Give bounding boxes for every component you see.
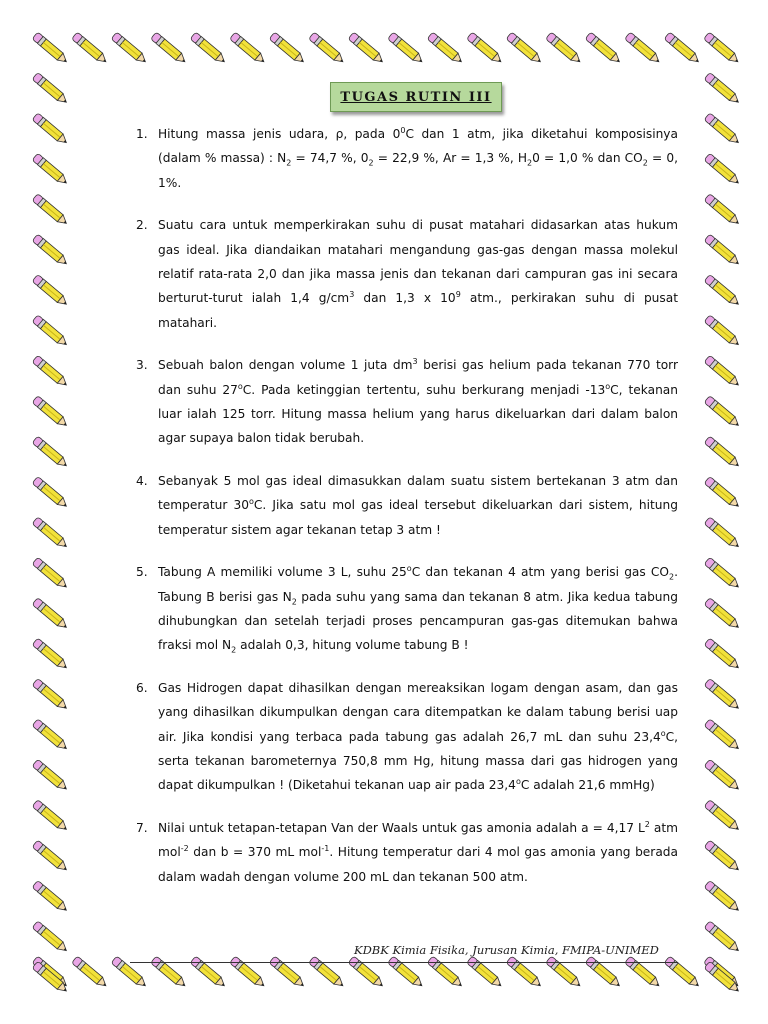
text-fragment: = 74,7 %, 0 bbox=[291, 151, 369, 166]
pencil-icon bbox=[72, 956, 109, 989]
text-fragment: dan 1,3 x 10 bbox=[354, 291, 456, 306]
pencil-icon bbox=[111, 956, 148, 989]
text-fragment: o bbox=[237, 381, 243, 391]
pencil-icon bbox=[32, 598, 69, 631]
pencil-icon bbox=[704, 880, 741, 913]
text-fragment: . Tabung B berisi gas N bbox=[158, 565, 678, 604]
pencil-icon bbox=[704, 961, 741, 994]
question-item bbox=[130, 213, 678, 335]
text-fragment: = 0, 1%. bbox=[158, 151, 678, 190]
pencil-icon bbox=[704, 113, 741, 146]
pencil-icon bbox=[269, 956, 306, 989]
text-fragment: C. Pada ketinggian tertentu, suhu berkurang menjadi -13 bbox=[242, 382, 606, 397]
page-title: TUGAS RUTIN III bbox=[340, 89, 492, 105]
pencil-icon bbox=[585, 32, 622, 65]
pencil-icon bbox=[32, 234, 69, 267]
pencil-icon bbox=[427, 32, 464, 65]
question-number: 4. bbox=[136, 473, 148, 488]
pencil-icon bbox=[32, 800, 69, 833]
pencil-icon bbox=[32, 72, 69, 105]
text-fragment: C. Jika satu mol gas ideal tersebut dikeluarkan dari sistem, hitung temperatur sistem agar tekanan tetap 3 atm ! bbox=[158, 498, 678, 537]
pencil-icon bbox=[32, 678, 69, 711]
pencil-icon bbox=[32, 194, 69, 227]
text-fragment: 0 = 1,0 % dan CO bbox=[532, 151, 643, 166]
pencil-icon bbox=[111, 32, 148, 65]
text-fragment: atm., perkirakan suhu di pusat matahari. bbox=[158, 291, 679, 330]
text-fragment: 2 bbox=[368, 158, 374, 168]
text-fragment: Suatu cara untuk memperkirakan suhu di pusat matahari didasarkan atas hukum gas ideal. Jika diandaikan matahari mengandung gas-gas dengan massa molekul relatif rata-rata 2,0 dan jika massa jenis dan tekanan dari campuran gas ini secara berturut-turut ialah 1,4 g/cm bbox=[158, 218, 678, 306]
text-fragment: Gas Hidrogen dapat dihasilkan dengan mereaksikan logam dengan asam, dan gas yang dihasilkan dikumpulkan dengan cara ditempatkan ke dalam tabung berisi uap air. Jika kondisi yang terbaca pada tabung gas adalah 26,7 mL dan suhu 23,4 bbox=[158, 680, 678, 744]
text-fragment: 2 bbox=[669, 572, 675, 582]
pencil-icon bbox=[704, 759, 741, 792]
text-fragment: 2 bbox=[286, 158, 292, 168]
question-text bbox=[158, 127, 678, 190]
text-fragment: adalah 0,3, hitung volume tabung B ! bbox=[236, 638, 469, 653]
text-fragment: Sebanyak 5 mol gas ideal dimasukkan dalam suatu sistem bertekanan 3 atm dan temperatur 30 bbox=[158, 473, 678, 513]
text-fragment: o bbox=[515, 777, 521, 787]
pencil-icon bbox=[72, 32, 109, 65]
pencil-icon bbox=[585, 956, 622, 989]
text-fragment: 2 bbox=[527, 158, 533, 168]
question-number: 3. bbox=[136, 358, 148, 373]
question-number: 1. bbox=[136, 127, 148, 141]
question-number: 2. bbox=[136, 218, 148, 233]
pencil-icon bbox=[704, 274, 741, 307]
question-item bbox=[130, 560, 678, 658]
pencil-icon bbox=[704, 355, 741, 388]
pencil-icon bbox=[704, 315, 741, 348]
question-item bbox=[130, 816, 678, 889]
question-item bbox=[130, 122, 678, 195]
pencil-icon bbox=[32, 557, 69, 590]
text-fragment: Tabung A memiliki volume 3 L, suhu 25 bbox=[158, 565, 407, 580]
pencil-icon bbox=[704, 840, 741, 873]
text-fragment: pada suhu yang sama dan tekanan 8 atm. Jika kedua tabung dihubungkan dan setelah terjadi proses pencampuran gas-gas ditemukan bahwa fraksi mol N bbox=[158, 589, 678, 653]
text-fragment: o bbox=[660, 728, 666, 738]
pencil-icon bbox=[704, 921, 741, 954]
question-number: 5. bbox=[136, 565, 148, 580]
text-fragment: C, tekanan luar ialah 125 torr. Hitung massa helium yang harus dikeluarkan dari dalam balon agar supaya balon tidak berubah. bbox=[158, 382, 678, 446]
pencil-icon bbox=[704, 800, 741, 833]
pencil-icon bbox=[546, 956, 583, 989]
question-text bbox=[158, 358, 678, 445]
pencil-icon bbox=[309, 32, 346, 65]
pencil-icon bbox=[32, 476, 69, 509]
question-number: 6. bbox=[136, 680, 148, 695]
pencil-icon bbox=[32, 355, 69, 388]
pencil-icon bbox=[704, 638, 741, 671]
text-fragment: o bbox=[249, 497, 254, 507]
pencil-icon bbox=[704, 153, 741, 186]
pencil-icon bbox=[506, 956, 543, 989]
text-fragment: 2 bbox=[291, 596, 297, 606]
pencil-icon bbox=[506, 32, 543, 65]
pencil-icon bbox=[704, 32, 741, 65]
pencil-icon bbox=[230, 32, 267, 65]
pencil-icon bbox=[151, 956, 188, 989]
text-fragment: 3 bbox=[412, 357, 418, 367]
text-fragment: dan b = 370 mL mol bbox=[188, 845, 322, 860]
pencil-icon bbox=[704, 598, 741, 631]
text-fragment: C dan 1 atm, jika diketahui komposisinya (dalam % massa) : N bbox=[158, 127, 678, 166]
pencil-icon bbox=[704, 517, 741, 550]
pencil-icon bbox=[704, 436, 741, 469]
pencil-icon bbox=[546, 32, 583, 65]
text-fragment: -2 bbox=[180, 844, 189, 854]
text-fragment: Hitung massa jenis udara, ρ, pada 0 bbox=[158, 127, 401, 141]
text-fragment: 9 bbox=[455, 290, 461, 300]
pencil-icon bbox=[32, 880, 69, 913]
pencil-icon bbox=[32, 274, 69, 307]
pencil-icon bbox=[190, 32, 227, 65]
question-text bbox=[158, 218, 678, 330]
pencil-icon bbox=[348, 956, 385, 989]
pencil-icon bbox=[32, 153, 69, 186]
text-fragment: 2 bbox=[642, 158, 648, 168]
pencil-icon bbox=[625, 956, 662, 989]
pencil-icon bbox=[704, 678, 741, 711]
pencil-icon bbox=[32, 759, 69, 792]
pencil-icon bbox=[664, 956, 701, 989]
text-fragment: C adalah 21,6 mmHg) bbox=[520, 778, 655, 793]
pencil-icon bbox=[664, 32, 701, 65]
question-text bbox=[158, 681, 678, 793]
question-list bbox=[130, 122, 678, 907]
pencil-icon bbox=[32, 436, 69, 469]
pencil-icon bbox=[704, 396, 741, 429]
question-text bbox=[158, 474, 678, 537]
question-text bbox=[158, 821, 678, 884]
text-fragment: o bbox=[605, 381, 611, 391]
pencil-icon bbox=[32, 517, 69, 550]
pencil-icon bbox=[348, 32, 385, 65]
question-number: 7. bbox=[136, 820, 148, 835]
pencil-icon bbox=[467, 956, 504, 989]
pencil-icon bbox=[704, 557, 741, 590]
pencil-icon bbox=[230, 956, 267, 989]
pencil-icon bbox=[32, 921, 69, 954]
pencil-icon bbox=[32, 719, 69, 752]
text-fragment: o bbox=[406, 564, 412, 574]
text-fragment: . Hitung temperatur dari 4 mol gas amonia yang berada dalam wadah dengan volume 200 mL dan tekanan 500 atm. bbox=[158, 845, 678, 884]
footer-rule bbox=[130, 962, 678, 963]
pencil-icon bbox=[32, 315, 69, 348]
text-fragment: C dan tekanan 4 atm yang berisi gas CO bbox=[411, 565, 670, 580]
pencil-icon bbox=[32, 113, 69, 146]
pencil-icon bbox=[467, 32, 504, 65]
pencil-icon bbox=[32, 32, 69, 65]
pencil-icon bbox=[388, 32, 425, 65]
pencil-icon bbox=[32, 638, 69, 671]
pencil-icon bbox=[427, 956, 464, 989]
footer-text: KDBK Kimia Fisika, Jurusan Kimia, FMIPA-UNIMED bbox=[354, 943, 659, 957]
pencil-icon bbox=[32, 840, 69, 873]
title-box bbox=[330, 82, 502, 112]
text-fragment: 0 bbox=[400, 125, 406, 135]
question-item bbox=[130, 353, 678, 451]
pencil-icon bbox=[704, 194, 741, 227]
text-fragment: Nilai untuk tetapan-tetapan Van der Waals untuk gas amonia adalah a = 4,17 L bbox=[158, 820, 645, 835]
pencil-icon bbox=[704, 476, 741, 509]
text-fragment: berisi gas helium pada tekanan 770 torr dan suhu 27 bbox=[158, 358, 678, 397]
pencil-icon bbox=[388, 956, 425, 989]
question-item bbox=[130, 469, 678, 542]
text-fragment: = 22,9 %, Ar = 1,3 %, H bbox=[373, 151, 528, 166]
pencil-icon bbox=[269, 32, 306, 65]
text-fragment: 2 bbox=[644, 819, 650, 829]
pencil-icon bbox=[309, 956, 346, 989]
pencil-icon bbox=[704, 72, 741, 105]
text-fragment: Sebuah balon dengan volume 1 juta dm bbox=[158, 358, 413, 373]
text-fragment: -1 bbox=[321, 844, 330, 854]
pencil-icon bbox=[32, 396, 69, 429]
pencil-icon bbox=[625, 32, 662, 65]
pencil-icon bbox=[190, 956, 227, 989]
text-fragment: atm mol bbox=[158, 820, 678, 860]
pencil-icon bbox=[704, 719, 741, 752]
text-fragment: C, serta tekanan barometernya 750,8 mm Hg, hitung massa dari gas hidrogen yang dapat dikumpulkan ! (Diketahui tekanan uap air pada 23,4 bbox=[158, 729, 678, 793]
question-text bbox=[158, 564, 678, 655]
question-item bbox=[130, 676, 678, 798]
pencil-icon bbox=[151, 32, 188, 65]
pencil-icon bbox=[704, 234, 741, 267]
text-fragment: 2 bbox=[231, 645, 237, 655]
text-fragment: 3 bbox=[349, 290, 355, 300]
